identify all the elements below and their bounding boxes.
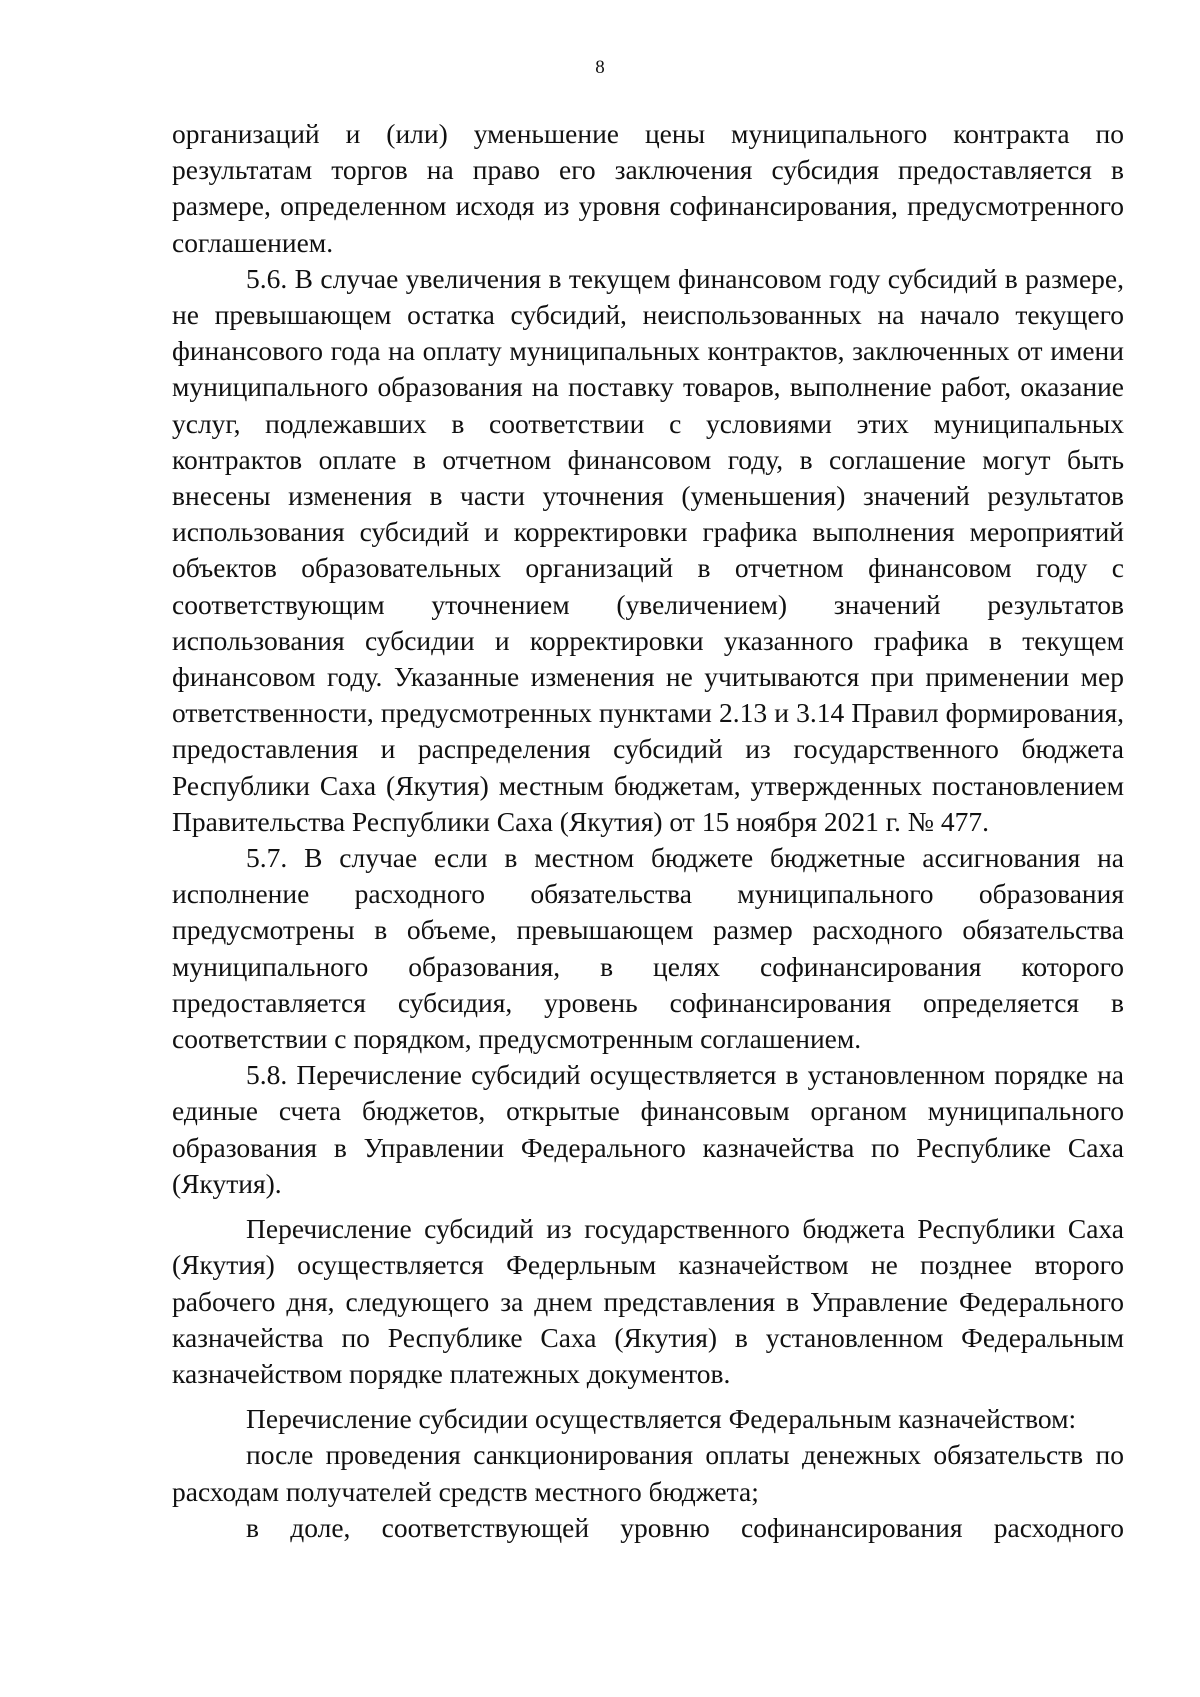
- paragraph-transfer-conditions: Перечисление субсидии осуществляется Федеральным казначейством:: [246, 1403, 1077, 1435]
- paragraph-5-8: 5.8. Перечисление субсидий осуществляется в установленном порядке на единые счета бюджетов, открытые финансовым органом муниципального образования в Управлении Федерального казначейства по Республике Саха (Якутия).: [172, 1059, 1124, 1199]
- paragraph-5-5-continuation: организаций и (или) уменьшение цены муниципального контракта по результатам торгов на право его заключения субсидия предоставляется в размере, определенном исходя из уровня софинансирования, предусмотренного соглашением.: [172, 118, 1124, 258]
- paragraph-5-7: 5.7. В случае если в местном бюджете бюджетные ассигнования на исполнение расходного обязательства муниципального образования предусмотрены в объеме, превышающем размер расходного обязательства муниципального образования, в целях софинансирования которого предоставляется субсидия, уровень софинансирования определяется в соответствии с порядком, предусмотренным соглашением.: [172, 842, 1124, 1055]
- paragraph-condition-share: в доле, соответствующей уровню софинансирования расходного: [246, 1511, 1124, 1543]
- paragraph-5-6: 5.6. В случае увеличения в текущем финансовом году субсидий в размере, не превышающем остатка субсидий, неиспользованных на начало текущего финансового года на оплату муниципальных контрактов, заключенных от имени муниципального образования на поставку товаров, выполнение работ, оказание услуг, подлежавших в соответствии с условиями этих муниципальных контрактов оплате в отчетном финансовом году, в соглашение могут быть внесены изменения в части уточнения (уменьшения) значений результатов использования субсидий и корректировки графика выполнения мероприятий объектов образовательных организаций в отчетном финансовом году с соответствующим уточнением (увеличением) значений результатов использования субсидии и корректировки указанного графика в текущем финансовом году. Указанные изменения не учитываются при применении мер ответственности, предусмотренных пунктами 2.13 и 3.14 Правил формирования, предоставления и распределения субсидий из государственного бюджета Республики Саха (Якутия) местным бюджетам, утвержденных постановлением Правительства Республики Саха (Якутия) от 15 ноября 2021 г. № 477.: [172, 262, 1124, 837]
- paragraph-condition-sanction: после проведения санкционирования оплаты денежных обязательств по расходам получателей средств местного бюджета;: [172, 1439, 1124, 1507]
- document-body: [172, 116, 1124, 1546]
- page-number: 8: [595, 57, 605, 78]
- paragraph-transfer-timing: Перечисление субсидий из государственного бюджета Республики Саха (Якутия) осуществляется Федерльным казначейством не позднее второго рабочего дня, следующего за днем представления в Управление Федерального казначейства по Республике Саха (Якутия) в установленном Федеральным казначейством порядке платежных документов.: [172, 1213, 1124, 1389]
